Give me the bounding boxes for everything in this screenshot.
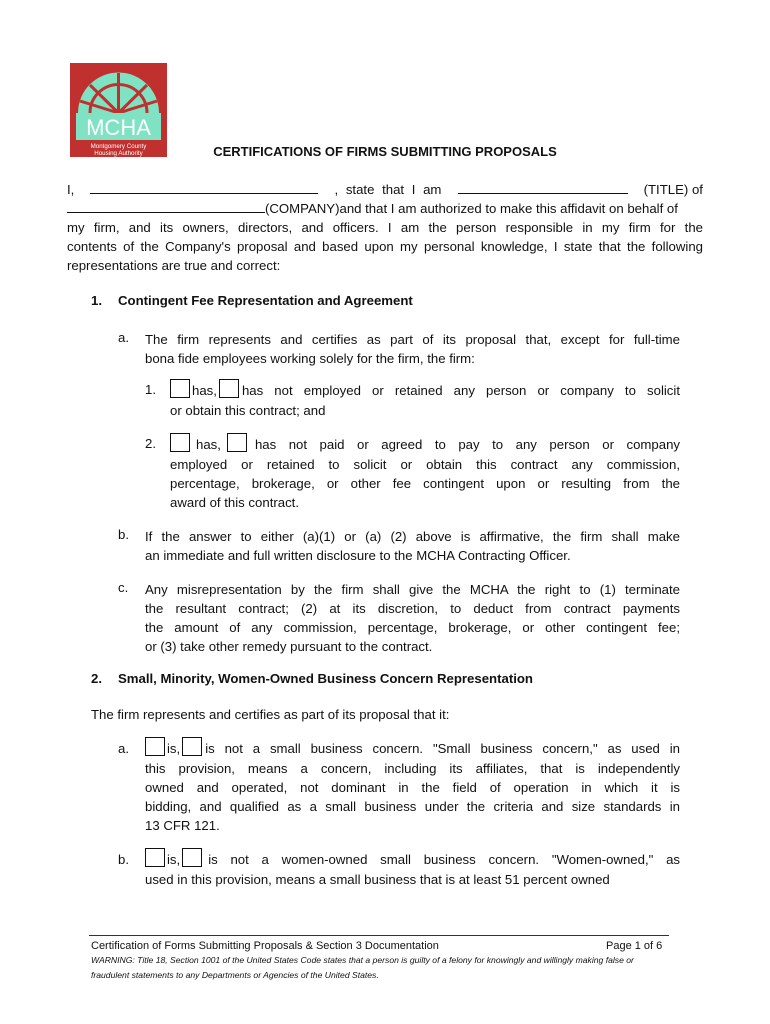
intro-company-label: (COMPANY)and that I am authorized to make this affidavit on behalf of [265, 201, 678, 216]
intro-line-4: contents of the Company's proposal and based upon my personal knowledge, I state that the following [67, 239, 703, 254]
has-not-checkbox-1[interactable] [219, 379, 239, 398]
s1-a-line-1: The firm represents and certifies as part of its proposal that, except for full-time [145, 332, 680, 347]
logo-subtitle-1: Montgomery County [90, 143, 147, 150]
section-2-intro: The firm represents and certifies as part of its proposal that it: [91, 707, 450, 722]
footer-title: Certification of Forms Submitting Proposals & Section 3 Documentation [91, 940, 439, 952]
section-2-number: 2. [91, 671, 102, 686]
s2-b-is: is, [167, 852, 181, 867]
document-title: CERTIFICATIONS OF FIRMS SUBMITTING PROPOSALS [213, 144, 557, 159]
s1-b-label: b. [118, 527, 129, 542]
s2-b-rest: is not a women-owned small business concern. "Women-owned," as [208, 852, 680, 867]
s1-item-2-label: 2. [145, 436, 156, 451]
section-2-heading: Small, Minority, Women-Owned Business Concern Representation [118, 671, 533, 686]
s1-a-line-2: bona fide employees working solely for the firm, the firm: [145, 351, 475, 366]
mcha-logo [70, 63, 167, 157]
s2-b-line-2: used in this provision, means a small business that is at least 51 percent owned [145, 872, 610, 887]
logo-subtitle-2: Housing Authority [94, 150, 143, 157]
warning-line-1: WARNING: Title 18, Section 1001 of the United States Code states that a person is guilty of a felony for knowingly and willingly making false or [91, 955, 634, 965]
mcha-logo-graphic [70, 63, 167, 157]
s1-b-line-2: an immediate and full written disclosure to the MCHA Contracting Officer. [145, 548, 571, 563]
s2-a-line-2: this provision, means a concern, including its affiliates, that is independently [145, 761, 680, 776]
s1-item-2-line-3: percentage, brokerage, or other fee contingent upon or resulting from the [170, 476, 680, 491]
s1-item-1-line-1 [170, 380, 680, 401]
s1-c-line-1: Any misrepresentation by the firm shall give the MCHA the right to (1) terminate [145, 582, 680, 597]
logo-text: MCHA [86, 115, 151, 140]
s1-item-2-has: has, [196, 437, 221, 452]
has-checkbox-2[interactable] [170, 433, 190, 452]
s1-b-text [145, 527, 680, 565]
section-1-heading: Contingent Fee Representation and Agreement [118, 293, 413, 308]
s1-c-line-3: the amount of any commission, percentage, brokerage, or other contingent fee; [145, 620, 680, 635]
s1-item-1-text [170, 380, 680, 420]
s2-a-rest: is not a small business concern. "Small business concern," as used in [205, 741, 680, 756]
intro-line-5: representations are true and correct: [67, 258, 281, 273]
is-checkbox-b[interactable] [145, 848, 165, 867]
footer-warning [91, 953, 691, 983]
s1-item-1-rest: has not employed or retained any person or company to solicit [241, 383, 680, 398]
intro-line-2 [67, 199, 703, 218]
s1-item-2-text [170, 434, 680, 512]
name-blank[interactable] [90, 180, 318, 194]
section-1-number: 1. [91, 293, 102, 308]
footer-divider [89, 935, 669, 936]
s2-a-is: is, [167, 741, 181, 756]
intro-line-3: my firm, and its owners, directors, and officers. I am the person responsible in my firm for the [67, 220, 703, 235]
page-number: Page 1 of 6 [606, 940, 663, 952]
s2-a-line-4: bidding, and qualified as a small business under the criteria and size standards in [145, 799, 680, 814]
s2-a-label: a. [118, 741, 129, 756]
s2-b-line-1 [145, 849, 680, 870]
s2-b-text [145, 849, 680, 889]
is-not-checkbox-a[interactable] [182, 737, 202, 756]
s1-item-1-has: has, [192, 383, 217, 398]
s1-c-line-2: the resultant contract; (2) at its discretion, to deduct from contract payments [145, 601, 680, 616]
s1-item-1-line-2: or obtain this contract; and [170, 403, 326, 418]
title-blank[interactable] [458, 180, 628, 194]
s2-a-line-3: owned and operated, not dominant in the field of operation in which it is [145, 780, 680, 795]
warning-line-2: fraudulent statements to any Departments or Agencies of the United States. [91, 970, 379, 980]
s1-c-line-4: or (3) take other remedy pursuant to the contract. [145, 639, 433, 654]
s1-a-text [145, 330, 680, 368]
s2-b-label: b. [118, 852, 129, 867]
has-checkbox-1[interactable] [170, 379, 190, 398]
s1-c-text [145, 580, 680, 656]
s1-item-2-line-4: award of this contract. [170, 495, 300, 510]
s2-a-line-5: 13 CFR 121. [145, 818, 220, 833]
has-not-checkbox-2[interactable] [227, 433, 247, 452]
intro-title-label: (TITLE) of [643, 182, 703, 197]
s1-c-label: c. [118, 580, 129, 595]
company-blank[interactable] [67, 199, 265, 213]
s1-item-1-label: 1. [145, 382, 156, 397]
s1-item-2-line-2: employed or retained to solicit or obtain this contract any commission, [170, 457, 680, 472]
s1-item-2-rest: has not paid or agreed to pay to any person or company [254, 437, 680, 452]
intro-state: , state that I am [334, 182, 442, 197]
intro-paragraph [67, 180, 703, 275]
s2-a-text [145, 738, 680, 835]
s1-item-2-line-1 [170, 434, 680, 455]
s2-a-line-1 [145, 738, 680, 759]
s1-a-label: a. [118, 330, 129, 345]
intro-line-1 [67, 180, 703, 199]
is-checkbox-a[interactable] [145, 737, 165, 756]
s1-b-line-1: If the answer to either (a)(1) or (a) (2) above is affirmative, the firm shall make [145, 529, 680, 544]
intro-i: I, [67, 182, 75, 197]
is-not-checkbox-b[interactable] [182, 848, 202, 867]
